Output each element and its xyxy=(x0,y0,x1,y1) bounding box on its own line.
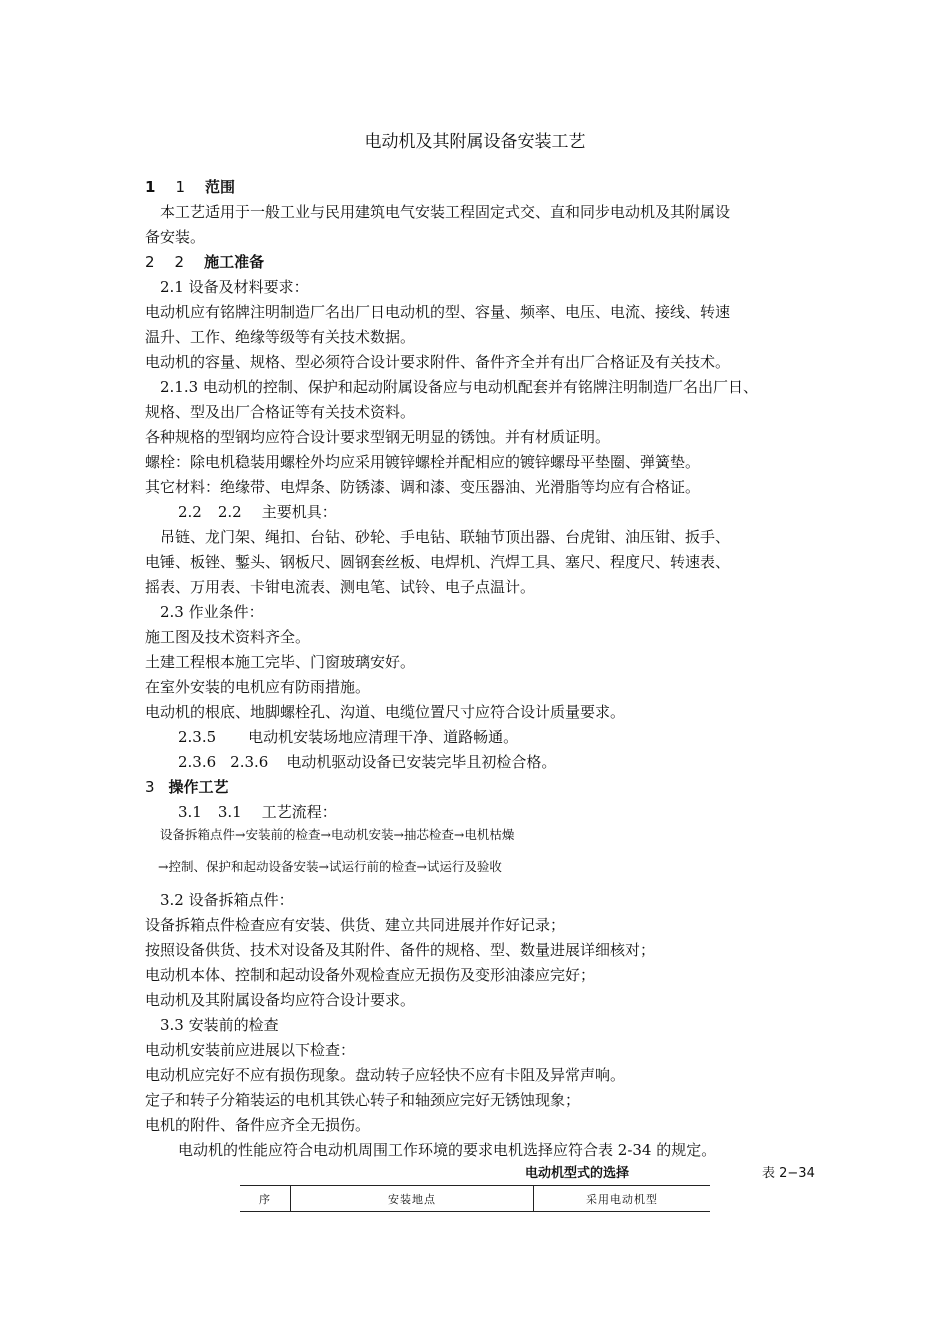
item-number-repeat: 2.3.6 xyxy=(230,753,269,771)
subsection-heading: 3.3 安装前的检查 xyxy=(160,1016,279,1034)
subsection-number-repeat: 3.1 xyxy=(217,803,242,821)
paragraph: 吊链、龙门架、绳扣、台钻、砂轮、手电钻、联轴节顶出器、台虎钳、油压钳、扳手、 xyxy=(160,528,731,546)
section-1-heading xyxy=(145,177,235,197)
paragraph: 电锤、板锉、鏨头、钢板尺、圆钢套丝板、电焊机、汽焊工具、塞尺、程度尺、转速表、 xyxy=(145,553,731,571)
section-number: 2 xyxy=(145,253,155,271)
process-flow-line-2: →控制、保护和起动设备安装→试运行前的检查→试运行及验收 xyxy=(158,859,502,874)
table-header-row xyxy=(240,1186,710,1212)
table-title: 电动机型式的选择 xyxy=(525,1166,630,1181)
paragraph xyxy=(178,727,518,747)
paragraph: 2.1.3 电动机的控制、保护和起动附属设备应与电动机配套并有铭牌注明制造厂名出厂日、 xyxy=(160,378,758,396)
paragraph: 温升、工作、绝缘等级等有关技术数据。 xyxy=(145,328,416,346)
paragraph: 设备拆箱点件检查应有安装、供货、建立共同进展并作好记录； xyxy=(145,916,566,934)
section-number-repeat: 1 xyxy=(175,178,185,196)
paragraph: 定子和转子分箱装运的电机其铁心转子和轴颈应完好无锈蚀现象； xyxy=(145,1091,581,1109)
item-number: 2.3.6 xyxy=(178,753,217,771)
column-header: 序 xyxy=(240,1186,291,1212)
subsection-label: 主要机具： xyxy=(261,503,337,521)
paragraph: 施工图及技术资料齐全。 xyxy=(145,628,311,646)
paragraph xyxy=(178,752,556,772)
subsection-heading: 2.3 作业条件： xyxy=(160,603,264,621)
paragraph: 电动机及其附属设备均应符合设计要求。 xyxy=(145,991,416,1009)
paragraph: 电动机的根底、地脚螺栓孔、沟道、电缆位置尺寸应符合设计质量要求。 xyxy=(145,703,626,721)
subsection-label: 工艺流程： xyxy=(261,803,337,821)
subsection-heading: 2.1 设备及材料要求： xyxy=(160,278,309,296)
subsection-heading xyxy=(178,502,337,522)
section-label: 施工准备 xyxy=(204,253,265,271)
paragraph: 电动机本体、控制和起动设备外观检查应无损伤及变形油漆应完好； xyxy=(145,966,596,984)
paragraph: 电动机应有铭牌注明制造厂名出厂日电动机的型、容量、频率、电压、电流、接线、转速 xyxy=(145,303,731,321)
paragraph: 土建工程根本施工完毕、门窗玻璃安好。 xyxy=(145,653,416,671)
section-label: 范围 xyxy=(204,178,235,196)
column-header: 安装地点 xyxy=(291,1186,534,1212)
paragraph: 电机的附件、备件应齐全无损伤。 xyxy=(145,1116,371,1134)
section-number: 3 xyxy=(145,778,155,796)
paragraph: 螺栓：除电机稳装用螺栓外均应采用镀锌螺栓并配相应的镀锌螺母平垫圈、弹簧垫。 xyxy=(145,453,701,471)
item-text: 电动机安装场地应清理干净、道路畅通。 xyxy=(248,728,519,746)
paragraph: 备安装。 xyxy=(145,228,206,246)
subsection-heading xyxy=(178,802,337,822)
paragraph: 电动机应完好不应有损伤现象。盘动转子应轻快不应有卡阻及异常声响。 xyxy=(145,1066,626,1084)
section-3-heading xyxy=(145,777,229,797)
section-number: 1 xyxy=(145,178,156,196)
paragraph: 规格、型及出厂合格证等有关技术资料。 xyxy=(145,403,416,421)
process-flow-line-1: 设备拆箱点件→安装前的检查→电动机安装→抽芯检查→电机枯燥 xyxy=(160,827,515,842)
paragraph: 摇表、万用表、卡钳电流表、测电笔、试铃、电子点温计。 xyxy=(145,578,536,596)
motor-type-table xyxy=(240,1185,710,1212)
paragraph: 按照设备供货、技术对设备及其附件、备件的规格、型、数量进展详细核对； xyxy=(145,941,656,959)
subsection-number: 2.2 xyxy=(178,503,202,521)
subsection-number: 3.1 xyxy=(178,803,202,821)
paragraph: 各种规格的型钢均应符合设计要求型钢无明显的锈蚀。并有材质证明。 xyxy=(145,428,611,446)
paragraph: 在室外安装的电机应有防雨措施。 xyxy=(145,678,371,696)
subsection-heading: 3.2 设备拆箱点件： xyxy=(160,891,294,909)
item-text: 电动机驱动设备已安装完毕且初检合格。 xyxy=(286,753,557,771)
table-number: 表 2−34 xyxy=(762,1166,815,1181)
section-2-heading xyxy=(145,252,264,272)
section-number-repeat: 2 xyxy=(174,253,185,271)
paragraph: 本工艺适用于一般工业与民用建筑电气安装工程固定式交、直和同步电动机及其附属设 xyxy=(160,203,731,221)
paragraph: 电动机安装前应进展以下检查： xyxy=(145,1041,356,1059)
subsection-number-repeat: 2.2 xyxy=(217,503,242,521)
paragraph: 电动机的容量、规格、型必须符合设计要求附件、备件齐全并有出厂合格证及有关技术。 xyxy=(145,353,731,371)
page-title: 电动机及其附属设备安装工艺 xyxy=(364,132,586,152)
item-number: 2.3.5 xyxy=(178,728,217,746)
column-header: 采用电动机型 xyxy=(534,1186,711,1212)
paragraph: 其它材料：绝缘带、电焊条、防锈漆、调和漆、变压器油、光滑脂等均应有合格证。 xyxy=(145,478,701,496)
paragraph: 电动机的性能应符合电动机周围工作环境的要求电机选择应符合表 2-34 的规定。 xyxy=(178,1141,717,1159)
section-label: 操作工艺 xyxy=(168,778,229,796)
